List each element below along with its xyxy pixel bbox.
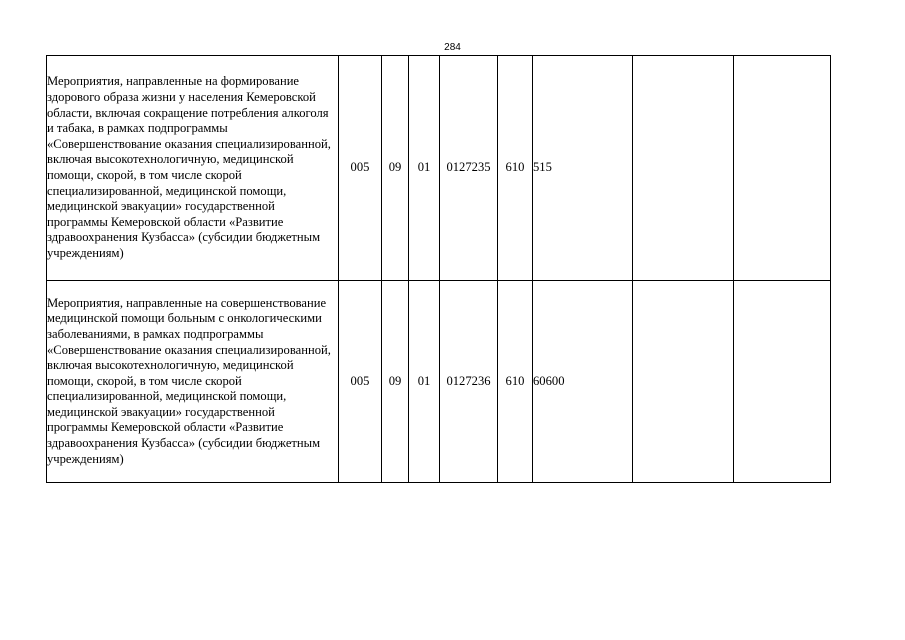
row-description: Мероприятия, направленные на совершенствование медицинской помощи больным с онкологическими заболеваниями, в рамках подпрограммы «Совершенствование оказания специализированной, включая высокотехнологичную, медицинской помощи, скорой, в том числе скорой специализированной, медицинской помощи, медицинской эвакуации» государственной программы Кемеровской области «Развитие здравоохранения Кузбасса» (субсидии бюджетным учреждениям) (47, 281, 339, 483)
subsection-code: 01 (409, 56, 440, 281)
section-code: 09 (382, 56, 409, 281)
expense-type-code: 610 (498, 56, 533, 281)
amount-cell: 515 (533, 56, 633, 281)
budget-table (46, 55, 831, 483)
ministry-code: 005 (339, 281, 382, 483)
target-item-code: 0127236 (440, 281, 498, 483)
table-row (47, 56, 831, 281)
empty-cell (734, 56, 831, 281)
expense-type-code: 610 (498, 281, 533, 483)
amount-cell: 60600 (533, 281, 633, 483)
target-item-code: 0127235 (440, 56, 498, 281)
empty-cell (633, 56, 734, 281)
ministry-code: 005 (339, 56, 382, 281)
subsection-code: 01 (409, 281, 440, 483)
table-row (47, 281, 831, 483)
page-number: 284 (444, 42, 461, 53)
empty-cell (633, 281, 734, 483)
section-code: 09 (382, 281, 409, 483)
row-description: Мероприятия, направленные на формирование здорового образа жизни у населения Кемеровской области, включая сокращение потребления алкоголя и табака, в рамках подпрограммы «Совершенствование оказания специализированной, включая высокотехнологичную, медицинской помощи, скорой, в том числе скорой специализированной, медицинской помощи, медицинской эвакуации» государственной программы Кемеровской области «Развитие здравоохранения Кузбасса» (субсидии бюджетным учреждениям) (47, 56, 339, 281)
empty-cell (734, 281, 831, 483)
